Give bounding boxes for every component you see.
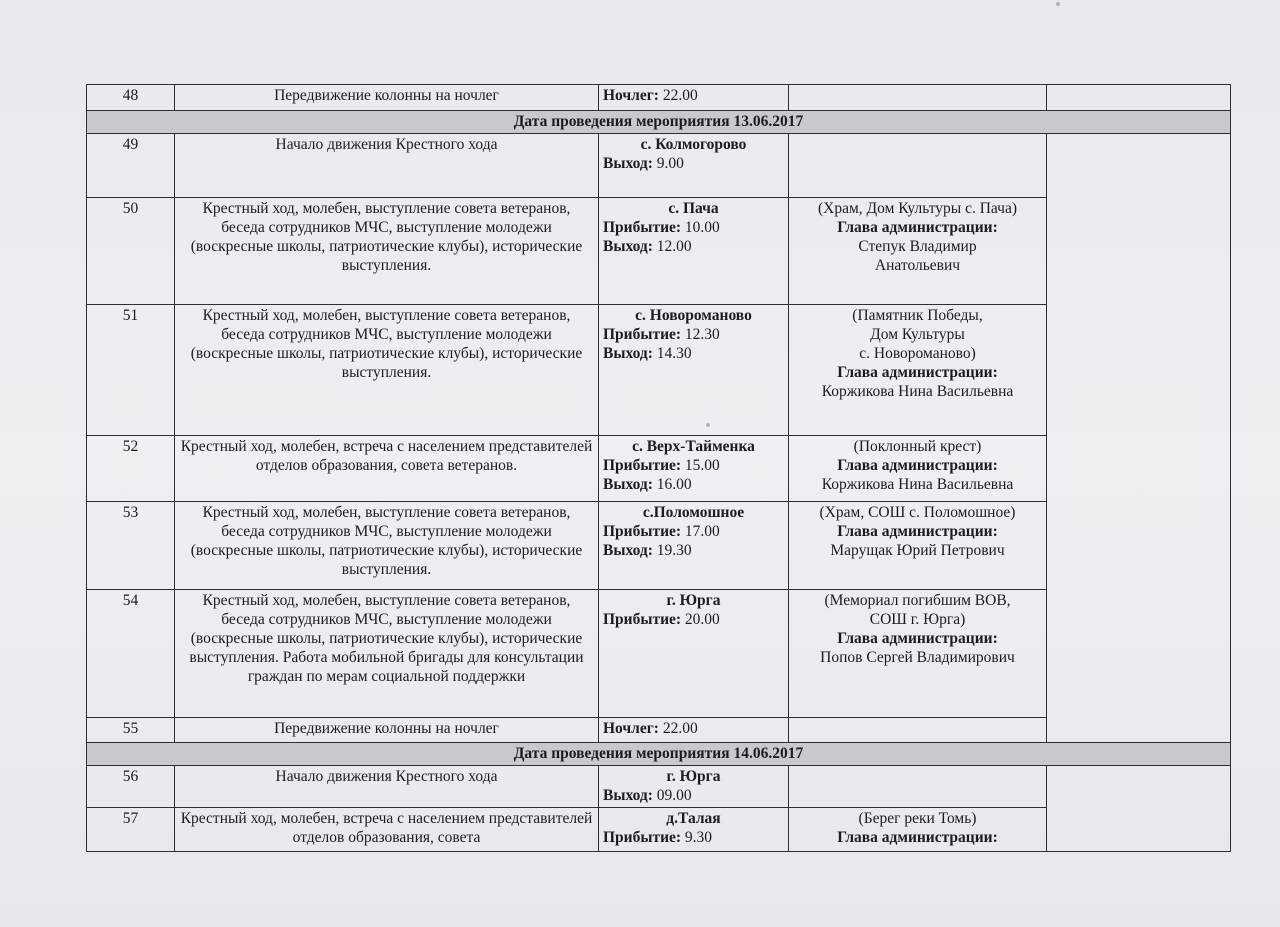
place-cell (599, 718, 789, 743)
venue-text: (Мемориал погибшим ВОВ, (824, 592, 1011, 609)
row-number: 52 (87, 436, 175, 502)
arrival-label: Прибытие: (603, 829, 682, 846)
head-admin-label: Глава администрации: (837, 523, 998, 540)
arrival-time: 17.00 (684, 523, 720, 540)
arrival-time: 10.00 (684, 219, 720, 236)
head-admin-label: Глава администрации: (837, 829, 998, 846)
lodging-time: 22.00 (662, 720, 698, 737)
place-name: с. Новороманово (635, 307, 752, 324)
scan-speck (1056, 2, 1060, 6)
departure-time: 09.00 (656, 787, 692, 804)
place-cell (599, 590, 789, 718)
arrival-time: 9.30 (684, 829, 713, 846)
organizer-cell (789, 590, 1047, 718)
row-number: 48 (87, 85, 175, 111)
lodging-label: Ночлег: (603, 720, 659, 737)
activity-cell: Крестный ход, молебен, выступление совета ветеранов, беседа сотрудников МЧС, выступление молодежи (воскресные школы, патриотические клубы), исторические выступления. (175, 502, 599, 590)
venue-text: (Храм, СОШ с. Поломошное) (819, 504, 1016, 521)
arrival-time: 12.30 (684, 326, 720, 343)
place-name: д.Талая (666, 810, 721, 827)
departure-time: 19.30 (656, 542, 692, 559)
venue-text: (Берег реки Томь) (858, 810, 977, 827)
date-header-row (87, 111, 1231, 134)
departure-label: Выход: (603, 476, 653, 493)
activity-cell: Передвижение колонны на ночлег (175, 718, 599, 743)
venue-text: с. Новороманово) (859, 345, 976, 362)
head-admin-name: Анатольевич (874, 257, 961, 274)
activity-cell: Крестный ход, молебен, встреча с населением представителей отделов образования, совета ветеранов. (175, 436, 599, 502)
notes-cell (1047, 85, 1231, 111)
activity-cell: Крестный ход, молебен, выступление совета ветеранов, беседа сотрудников МЧС, выступление молодежи (воскресные школы, патриотические клубы), исторические выступления. (175, 305, 599, 436)
arrival-time: 15.00 (684, 457, 720, 474)
departure-label: Выход: (603, 238, 653, 255)
event-date-heading: Дата проведения мероприятия 13.06.2017 (87, 111, 1231, 134)
organizer-cell (789, 808, 1047, 852)
activity-cell: Крестный ход, молебен, выступление совета ветеранов, беседа сотрудников МЧС, выступление молодежи (воскресные школы, патриотические клубы), исторические выступления. (175, 198, 599, 305)
row-number: 49 (87, 134, 175, 198)
organizer-cell (789, 85, 1047, 111)
departure-time: 14.30 (656, 345, 692, 362)
row-number: 54 (87, 590, 175, 718)
head-admin-name: Марущак Юрий Петрович (830, 542, 1005, 559)
departure-time: 16.00 (656, 476, 692, 493)
organizer-cell (789, 718, 1047, 743)
place-name: с. Колмогорово (640, 136, 747, 153)
schedule-table (86, 84, 1231, 852)
row-number: 51 (87, 305, 175, 436)
arrival-label: Прибытие: (603, 457, 682, 474)
place-cell (599, 436, 789, 502)
venue-text: Дом Культуры (870, 326, 965, 343)
venue-text: (Храм, Дом Культуры с. Пача) (818, 200, 1017, 217)
departure-label: Выход: (603, 155, 653, 172)
organizer-cell (789, 502, 1047, 590)
departure-time: 9.00 (656, 155, 684, 172)
place-cell (599, 85, 789, 111)
venue-text: СОШ г. Юрга) (869, 611, 966, 628)
place-cell (599, 808, 789, 852)
row-number: 50 (87, 198, 175, 305)
place-name: с. Пача (668, 200, 719, 217)
table-row (87, 85, 1231, 111)
departure-label: Выход: (603, 542, 653, 559)
organizer-cell (789, 134, 1047, 198)
place-name: с.Поломошное (642, 504, 745, 521)
venue-text: (Памятник Победы, (852, 307, 983, 324)
activity-cell: Начало движения Крестного хода (175, 766, 599, 808)
arrival-label: Прибытие: (603, 523, 682, 540)
head-admin-label: Глава администрации: (837, 457, 998, 474)
date-header-row (87, 743, 1231, 766)
table-row (87, 134, 1231, 198)
place-name: г. Юрга (666, 592, 721, 609)
head-admin-label: Глава администрации: (837, 219, 998, 236)
departure-time: 12.00 (656, 238, 692, 255)
lodging-time: 22.00 (662, 87, 698, 104)
table-row (87, 766, 1231, 808)
activity-cell: Крестный ход, молебен, выступление совета ветеранов, беседа сотрудников МЧС, выступление молодежи (воскресные школы, патриотические клубы), исторические выступления. Работа мобильной бригады для консультации граждан по мерам социальной поддержки (175, 590, 599, 718)
place-cell (599, 134, 789, 198)
head-admin-name: Коржикова Нина Васильевна (821, 476, 1014, 493)
departure-label: Выход: (603, 787, 653, 804)
head-admin-name: Коржикова Нина Васильевна (821, 383, 1014, 400)
activity-cell: Передвижение колонны на ночлег (175, 85, 599, 111)
notes-cell (1047, 766, 1231, 852)
head-admin-label: Глава администрации: (837, 364, 998, 381)
event-date-heading: Дата проведения мероприятия 14.06.2017 (87, 743, 1231, 766)
organizer-cell (789, 305, 1047, 436)
activity-cell: Начало движения Крестного хода (175, 134, 599, 198)
place-cell (599, 766, 789, 808)
organizer-cell (789, 198, 1047, 305)
head-admin-label: Глава администрации: (837, 630, 998, 647)
venue-text: (Поклонный крест) (853, 438, 982, 455)
arrival-label: Прибытие: (603, 219, 682, 236)
notes-cell (1047, 134, 1231, 743)
place-name: г. Юрга (666, 768, 721, 785)
place-name: с. Верх-Тайменка (632, 438, 755, 455)
head-admin-name: Попов Сергей Владимирович (820, 649, 1015, 666)
row-number: 53 (87, 502, 175, 590)
arrival-label: Прибытие: (603, 611, 682, 628)
row-number: 55 (87, 718, 175, 743)
place-cell (599, 502, 789, 590)
arrival-label: Прибытие: (603, 326, 682, 343)
lodging-label: Ночлег: (603, 87, 659, 104)
activity-cell: Крестный ход, молебен, встреча с населением представителей отделов образования, совета (175, 808, 599, 852)
row-number: 57 (87, 808, 175, 852)
place-cell (599, 305, 789, 436)
organizer-cell (789, 436, 1047, 502)
place-cell (599, 198, 789, 305)
arrival-time: 20.00 (684, 611, 720, 628)
departure-label: Выход: (603, 345, 653, 362)
organizer-cell (789, 766, 1047, 808)
head-admin-name: Степук Владимир (858, 238, 977, 255)
row-number: 56 (87, 766, 175, 808)
